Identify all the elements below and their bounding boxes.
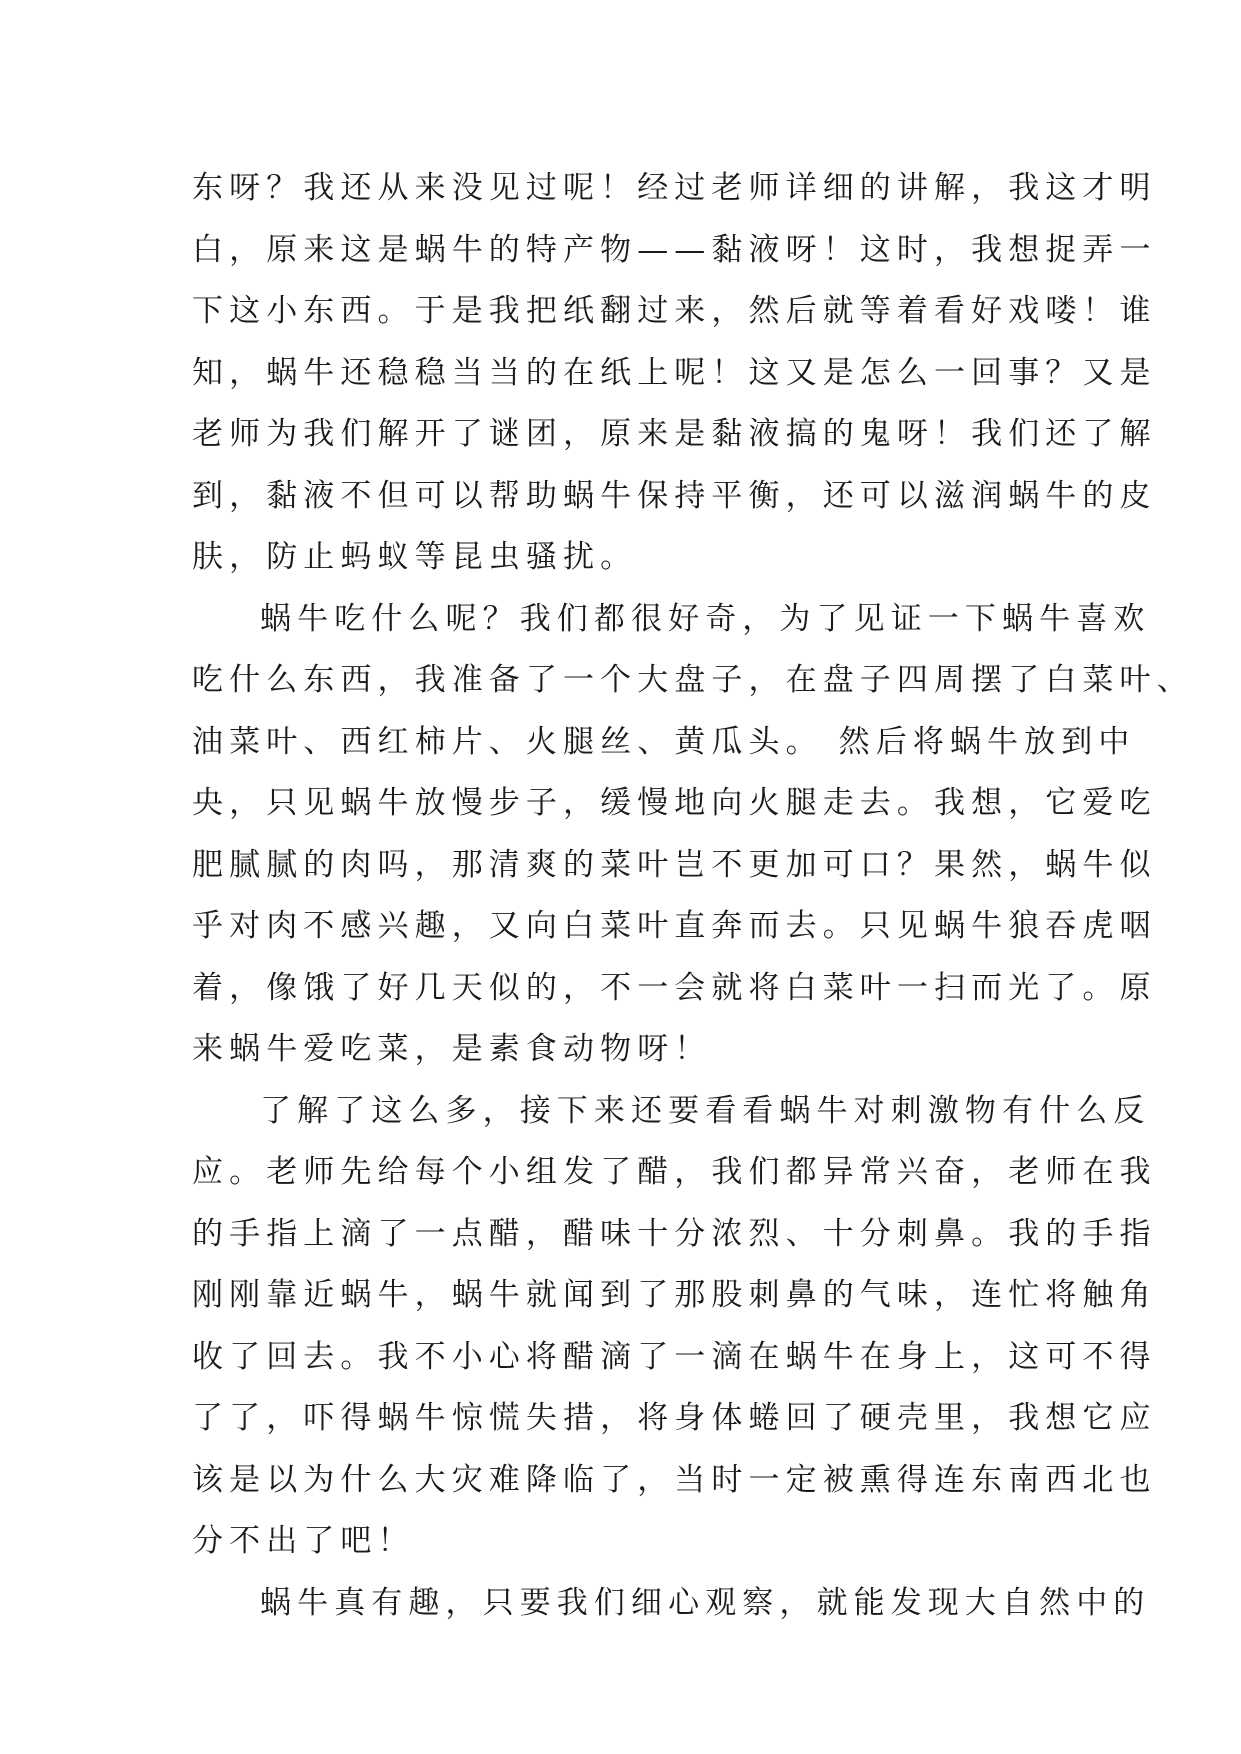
text-line: 来蜗牛爱吃菜，是素食动物呀！ bbox=[192, 1031, 712, 1067]
text-line: 分不出了吧！ bbox=[192, 1523, 415, 1559]
text-line: 应。老师先给每个小组发了醋，我们都异常兴奋，老师在我 bbox=[192, 1154, 1157, 1190]
text-line: 刚刚靠近蜗牛，蜗牛就闻到了那股刺鼻的气味，连忙将触角 bbox=[192, 1277, 1157, 1313]
text-line: 老师为我们解开了谜团，原来是黏液搞的鬼呀！我们还了解 bbox=[192, 416, 1157, 452]
text-line: 白，原来这是蜗牛的特产物——黏液呀！这时，我想捉弄一 bbox=[192, 231, 1157, 268]
text-line: 肤，防止蚂蚁等昆虫骚扰。 bbox=[192, 539, 638, 575]
text-line: 了了，吓得蜗牛惊慌失措，将身体蜷回了硬壳里，我想它应 bbox=[192, 1400, 1157, 1436]
text-line: 油菜叶、西红柿片、火腿丝、黄瓜头。 然后将蜗牛放到中 bbox=[192, 723, 1136, 760]
text-line: 的手指上滴了一点醋，醋味十分浓烈、十分刺鼻。我的手指 bbox=[192, 1215, 1157, 1252]
paragraph-first-line: 蜗牛真有趣，只要我们细心观察，就能发现大自然中的 bbox=[260, 1584, 1151, 1621]
text-line: 收了回去。我不小心将醋滴了一滴在蜗牛在身上，这可不得 bbox=[192, 1338, 1157, 1375]
text-line: 吃什么东西，我准备了一个大盘子，在盘子四周摆了白菜叶、 bbox=[192, 662, 1194, 698]
text-line: 下这小东西。于是我把纸翻过来，然后就等着看好戏喽！谁 bbox=[192, 293, 1157, 329]
text-line: 东呀？我还从来没见过呢！经过老师详细的讲解，我这才明 bbox=[192, 170, 1157, 206]
paragraph-first-line: 蜗牛吃什么呢？我们都很好奇，为了见证一下蜗牛喜欢 bbox=[260, 600, 1151, 637]
paragraph-first-line: 了解了这么多，接下来还要看看蜗牛对刺激物有什么反 bbox=[260, 1092, 1151, 1129]
text-line: 该是以为什么大灾难降临了，当时一定被熏得连东南西北也 bbox=[192, 1461, 1157, 1498]
body-text bbox=[192, 158, 1194, 1634]
text-line: 到，黏液不但可以帮助蜗牛保持平衡，还可以滋润蜗牛的皮 bbox=[192, 477, 1157, 514]
text-line: 肥腻腻的肉吗，那清爽的菜叶岂不更加可口？果然，蜗牛似 bbox=[192, 846, 1157, 883]
text-line: 央，只见蜗牛放慢步子，缓慢地向火腿走去。我想，它爱吃 bbox=[192, 785, 1157, 821]
text-line: 着，像饿了好几天似的，不一会就将白菜叶一扫而光了。原 bbox=[192, 969, 1157, 1006]
text-line: 乎对肉不感兴趣，又向白菜叶直奔而去。只见蜗牛狼吞虎咽 bbox=[192, 908, 1157, 944]
text-line: 知，蜗牛还稳稳当当的在纸上呢！这又是怎么一回事？又是 bbox=[192, 354, 1157, 391]
